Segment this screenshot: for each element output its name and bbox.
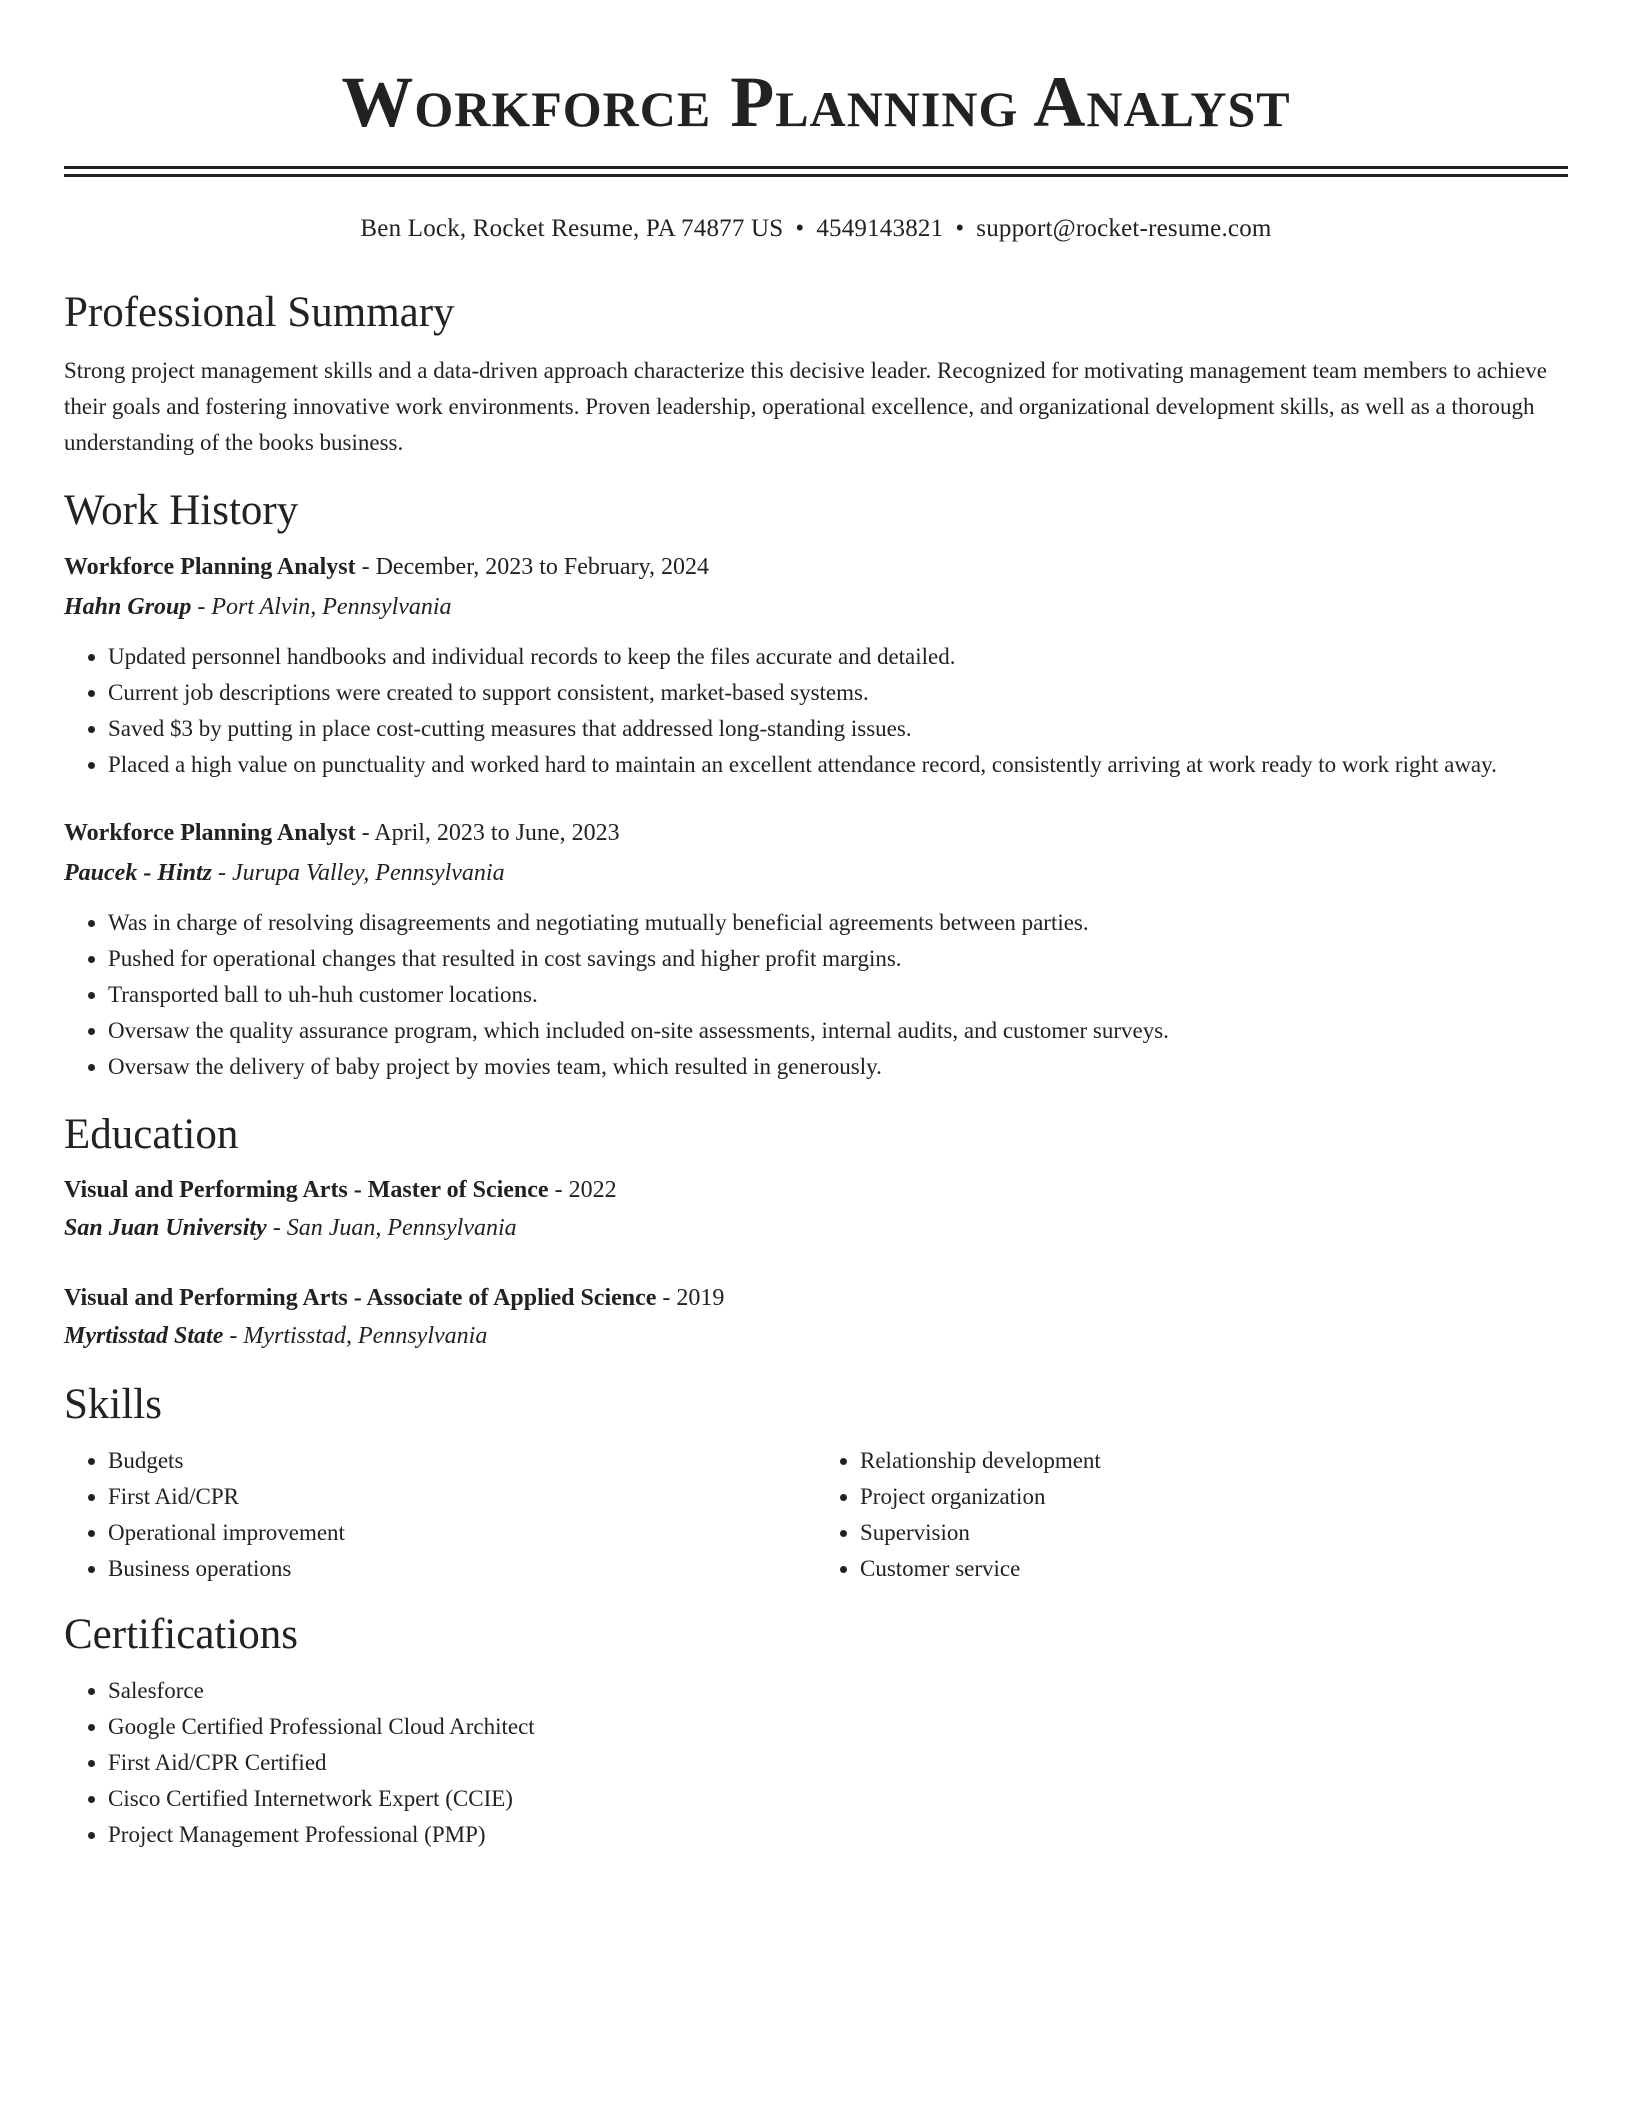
job-title-line bbox=[64, 547, 1568, 587]
job-title: Workforce Planning Analyst bbox=[64, 820, 356, 846]
skills-grid bbox=[64, 1443, 1568, 1587]
education-school-line bbox=[64, 1209, 1568, 1247]
job-bullet: • Updated personnel handbooks and individual records to keep the files accurate and detailed. bbox=[108, 639, 1568, 675]
education-school: Myrtisstad State bbox=[64, 1323, 224, 1349]
contact-separator: • bbox=[955, 215, 965, 242]
resume-title: Workforce Planning Analyst bbox=[341, 62, 1291, 142]
certification-item: • Cisco Certified Internetwork Expert (CCIE) bbox=[108, 1781, 1568, 1817]
certification-item: • First Aid/CPR Certified bbox=[108, 1745, 1568, 1781]
job-bullet: • Oversaw the quality assurance program, which included on-site assessments, internal audits, and customer surveys. bbox=[108, 1013, 1568, 1049]
job-entry bbox=[64, 547, 1568, 783]
contact-address: Ben Lock, Rocket Resume, PA 74877 US bbox=[360, 215, 784, 242]
skill-item: • Budgets bbox=[108, 1443, 816, 1479]
job-bullet: • Pushed for operational changes that resulted in cost savings and higher profit margins. bbox=[108, 941, 1568, 977]
summary-text: Strong project management skills and a data-driven approach characterize this decisive leader. Recognized for motivating management team members to achieve their goals and fostering innovative work environments. Proven leadership, operational excellence, and organizational development skills, as well as a thorough understanding of the books business. bbox=[64, 358, 1547, 455]
certification-item: • Salesforce bbox=[108, 1673, 1568, 1709]
skill-item: • Project organization bbox=[860, 1479, 1568, 1515]
job-bullet: • Transported ball to uh-huh customer locations. bbox=[108, 977, 1568, 1013]
education-degree-line bbox=[64, 1279, 1568, 1317]
education-year: - 2022 bbox=[548, 1177, 617, 1203]
education-school-line bbox=[64, 1317, 1568, 1355]
skill-item: • Customer service bbox=[860, 1551, 1568, 1587]
education-location: - Myrtisstad, Pennsylvania bbox=[223, 1323, 488, 1349]
skill-item: • Supervision bbox=[860, 1515, 1568, 1551]
certification-item: • Project Management Professional (PMP) bbox=[108, 1817, 1568, 1853]
certifications-heading: Certifications bbox=[64, 1611, 299, 1658]
job-company: Hahn Group bbox=[64, 594, 192, 620]
education-degree: Visual and Performing Arts - Associate of Applied Science bbox=[64, 1285, 657, 1311]
contact-line bbox=[64, 213, 1568, 245]
skills-column-left bbox=[64, 1443, 816, 1587]
skills-list bbox=[816, 1443, 1568, 1587]
job-bullet: • Current job descriptions were created to support consistent, market-based systems. bbox=[108, 675, 1568, 711]
job-entry bbox=[64, 813, 1568, 1085]
contact-separator: • bbox=[795, 215, 805, 242]
education-entry bbox=[64, 1171, 1568, 1247]
education-entry bbox=[64, 1279, 1568, 1355]
certification-item: • Google Certified Professional Cloud Architect bbox=[108, 1709, 1568, 1745]
title-double-rule bbox=[64, 166, 1568, 177]
education-degree: Visual and Performing Arts - Master of Science bbox=[64, 1177, 549, 1203]
job-company: Paucek - Hintz bbox=[64, 860, 212, 886]
skill-item: • Business operations bbox=[108, 1551, 816, 1587]
education-school: San Juan University bbox=[64, 1215, 267, 1241]
skill-item: • Operational improvement bbox=[108, 1515, 816, 1551]
skills-list bbox=[64, 1443, 816, 1587]
job-bullet: • Was in charge of resolving disagreements and negotiating mutually beneficial agreements between parties. bbox=[108, 905, 1568, 941]
education-heading: Education bbox=[64, 1111, 239, 1158]
job-bullet: • Placed a high value on punctuality and worked hard to maintain an excellent attendance record, consistently arriving at work ready to work right away. bbox=[108, 747, 1568, 783]
education-year: - 2019 bbox=[656, 1285, 725, 1311]
contact-phone: 4549143821 bbox=[816, 215, 944, 242]
contact-email: support@rocket-resume.com bbox=[976, 215, 1272, 242]
job-location: - Port Alvin, Pennsylvania bbox=[191, 594, 452, 620]
skill-item: • First Aid/CPR bbox=[108, 1479, 816, 1515]
job-bullet: • Oversaw the delivery of baby project by movies team, which resulted in generously. bbox=[108, 1049, 1568, 1085]
work-history-heading: Work History bbox=[64, 487, 299, 534]
certifications-list bbox=[64, 1673, 1568, 1853]
skill-item: • Relationship development bbox=[860, 1443, 1568, 1479]
job-company-line bbox=[64, 587, 1568, 627]
job-dates: - December, 2023 to February, 2024 bbox=[355, 554, 709, 580]
job-bullet-list bbox=[64, 905, 1568, 1085]
job-location: - Jurupa Valley, Pennsylvania bbox=[212, 860, 505, 886]
job-company-line bbox=[64, 853, 1568, 893]
job-bullet-list bbox=[64, 639, 1568, 783]
job-title-line bbox=[64, 813, 1568, 853]
job-title: Workforce Planning Analyst bbox=[64, 554, 356, 580]
education-location: - San Juan, Pennsylvania bbox=[266, 1215, 517, 1241]
education-degree-line bbox=[64, 1171, 1568, 1209]
job-dates: - April, 2023 to June, 2023 bbox=[355, 820, 620, 846]
job-bullet: • Saved $3 by putting in place cost-cutting measures that addressed long-standing issues. bbox=[108, 711, 1568, 747]
certifications-section bbox=[64, 1673, 1568, 1853]
skills-column-right bbox=[816, 1443, 1568, 1587]
skills-heading: Skills bbox=[64, 1381, 162, 1428]
summary-heading: Professional Summary bbox=[64, 289, 455, 336]
